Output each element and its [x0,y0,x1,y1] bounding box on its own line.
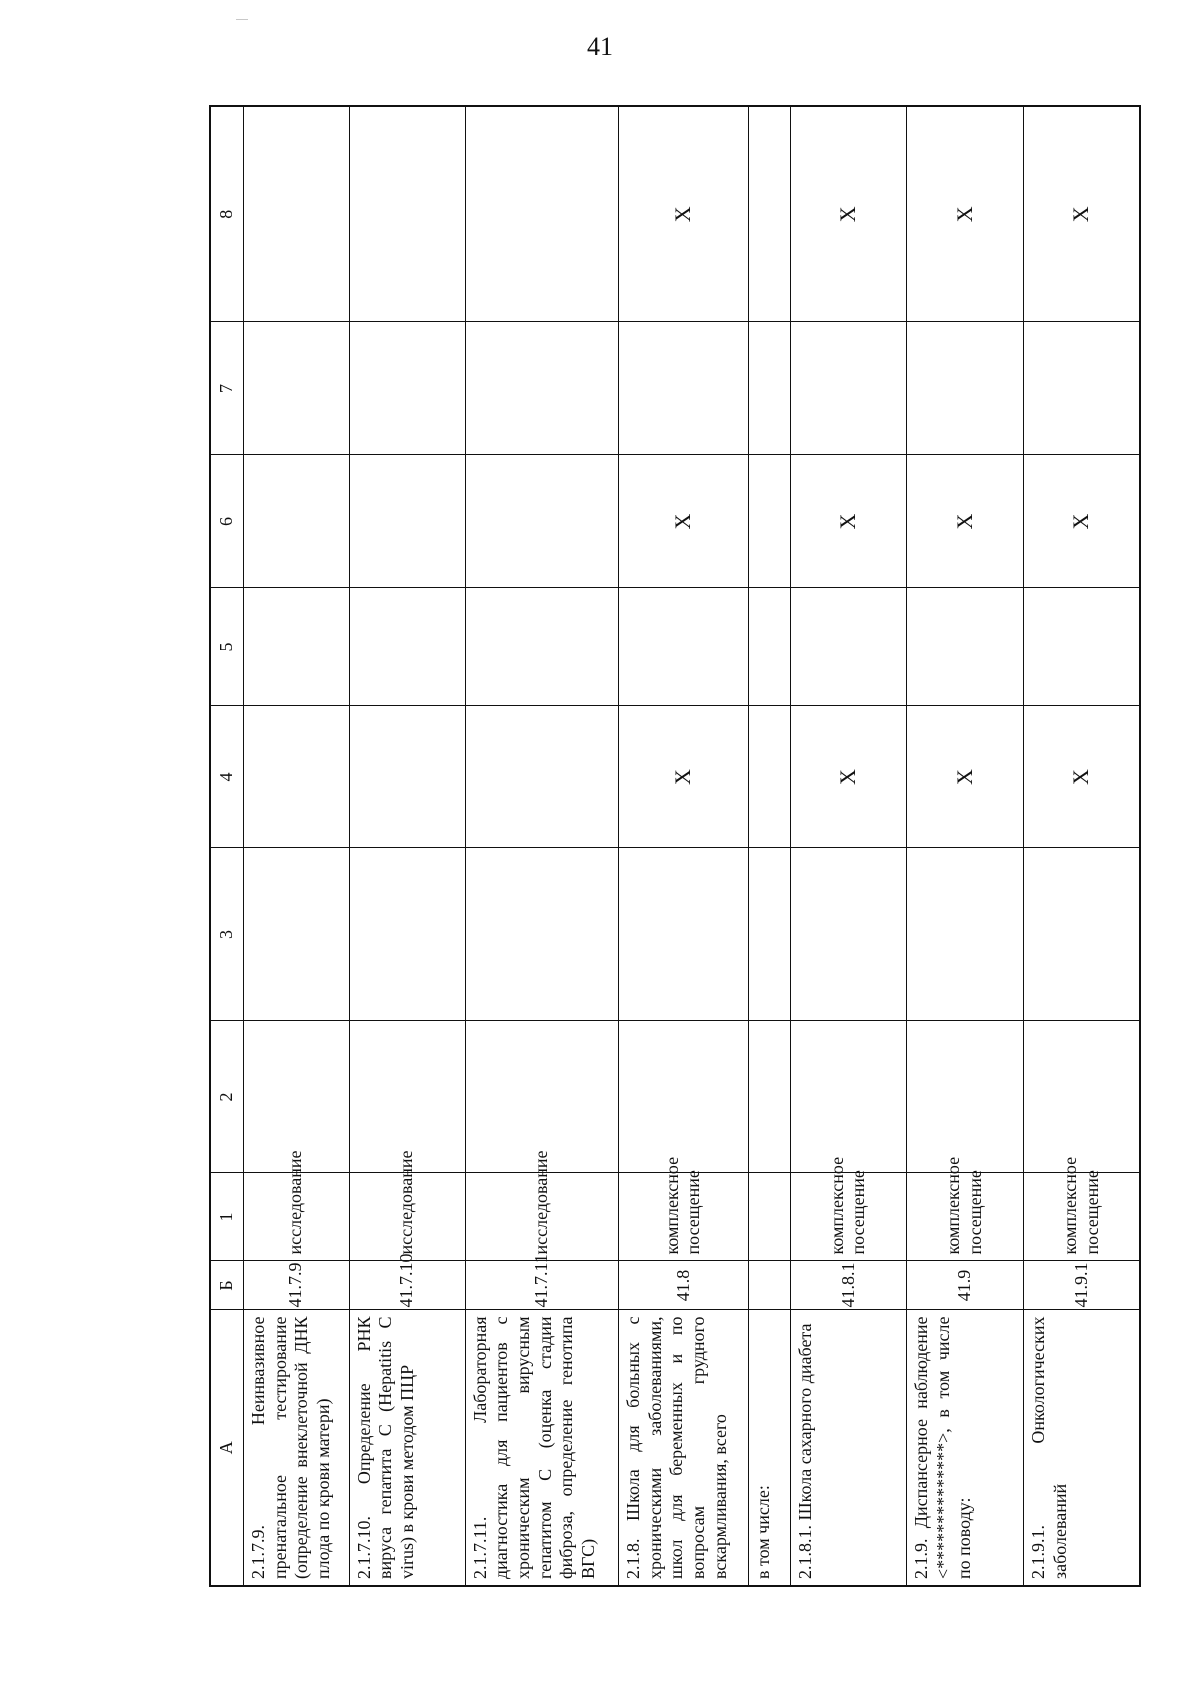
row-code-cell: 41.7.10 [349,1261,465,1310]
value-cell [465,322,618,455]
row-unit-cell: комплексное посещение [1024,1173,1140,1261]
scan-mark [236,19,248,20]
value-cell: Х [790,455,906,588]
row-name-cell: 2.1.7.9. Неинвазивное пренатальное тестирование (определение внеклеточной ДНК плода по крови матери) [244,1310,350,1586]
row-unit-cell [748,1173,790,1261]
header-row [210,106,244,1586]
value-cell [465,706,618,848]
value-cell: Х [906,706,1023,848]
row-unit-cell: комплексное посещение [906,1173,1023,1261]
value-cell [619,848,748,1021]
value-cell: Х [790,106,906,322]
value-cell: Х [619,106,748,322]
value-cell [244,848,350,1021]
value-cell [748,706,790,848]
value-cell [244,706,350,848]
row-name-cell: в том числе: [748,1310,790,1586]
value-cell [748,322,790,455]
value-cell [906,1021,1023,1173]
row-name-cell: 2.1.9.1. Онкологических заболеваний [1024,1310,1140,1586]
row-name-cell: 2.1.8.1. Школа сахарного диабета [790,1310,906,1586]
page-number: 41 [587,32,613,61]
value-cell [1024,848,1140,1021]
value-cell: Х [1024,106,1140,322]
row-name-cell: 2.1.7.10. Определение РНК вируса гепатита С (Hepatitis C virus) в крови методом ПЦР [349,1310,465,1586]
row-unit-cell: исследование [349,1173,465,1261]
table-row [906,106,1023,1586]
table-row [790,106,906,1586]
value-cell: Х [790,706,906,848]
value-cell [465,588,618,706]
value-cell [244,455,350,588]
row-code-cell: 41.7.11 [465,1261,618,1310]
value-cell [244,588,350,706]
value-cell: Х [1024,706,1140,848]
header-cell: А [210,1310,244,1586]
header-cell: 4 [210,706,244,848]
header-cell: 1 [210,1173,244,1261]
value-cell [1024,322,1140,455]
table-row [1024,106,1140,1586]
header-cell: 5 [210,588,244,706]
rotated-table-container [209,107,1141,1587]
row-code-cell: 41.8.1 [790,1261,906,1310]
data-table [209,105,1141,1587]
value-cell [349,106,465,322]
row-name-cell: 2.1.8. Школа для больных с хроническими заболеваниями, школ для беременных и по вопросам грудного вскармливания, всего [619,1310,748,1586]
value-cell [748,1021,790,1173]
header-cell: 8 [210,106,244,322]
value-cell [619,588,748,706]
value-cell: Х [619,455,748,588]
row-code-cell: 41.8 [619,1261,748,1310]
value-cell [619,1021,748,1173]
row-unit-cell: комплексное посещение [619,1173,748,1261]
value-cell: Х [906,106,1023,322]
row-unit-cell: комплексное посещение [790,1173,906,1261]
header-cell: 2 [210,1021,244,1173]
header-cell: Б [210,1261,244,1310]
value-cell: Х [1024,455,1140,588]
value-cell [906,322,1023,455]
table-row [465,106,618,1586]
value-cell [349,706,465,848]
row-code-cell [748,1261,790,1310]
value-cell [748,848,790,1021]
value-cell [244,322,350,455]
value-cell: Х [619,706,748,848]
header-cell: 3 [210,848,244,1021]
table-body [244,106,1141,1586]
value-cell [906,588,1023,706]
row-unit-cell: исследование [244,1173,350,1261]
row-code-cell: 41.9 [906,1261,1023,1310]
value-cell [465,455,618,588]
value-cell [906,848,1023,1021]
table-row [349,106,465,1586]
table-row [244,106,350,1586]
header-cell: 6 [210,455,244,588]
row-code-cell: 41.7.9 [244,1261,350,1310]
value-cell [465,848,618,1021]
value-cell [349,322,465,455]
row-code-cell: 41.9.1 [1024,1261,1140,1310]
value-cell [244,106,350,322]
value-cell [790,1021,906,1173]
value-cell [349,848,465,1021]
value-cell [1024,1021,1140,1173]
value-cell [790,322,906,455]
value-cell [748,106,790,322]
value-cell [1024,588,1140,706]
value-cell [619,322,748,455]
value-cell [349,588,465,706]
value-cell [790,588,906,706]
header-cell: 7 [210,322,244,455]
row-name-cell: 2.1.9. Диспансерное наблюдение <**************>, в том числе по поводу: [906,1310,1023,1586]
value-cell: Х [906,455,1023,588]
table-row [748,106,790,1586]
value-cell [790,848,906,1021]
value-cell [748,455,790,588]
value-cell [349,455,465,588]
row-name-cell: 2.1.7.11. Лабораторная диагностика для пациентов с хроническим вирусным гепатитом С (оценка стадии фиброза, определение генотипа ВГС) [465,1310,618,1586]
value-cell [465,106,618,322]
value-cell [748,588,790,706]
row-unit-cell: исследование [465,1173,618,1261]
table-row [619,106,748,1586]
